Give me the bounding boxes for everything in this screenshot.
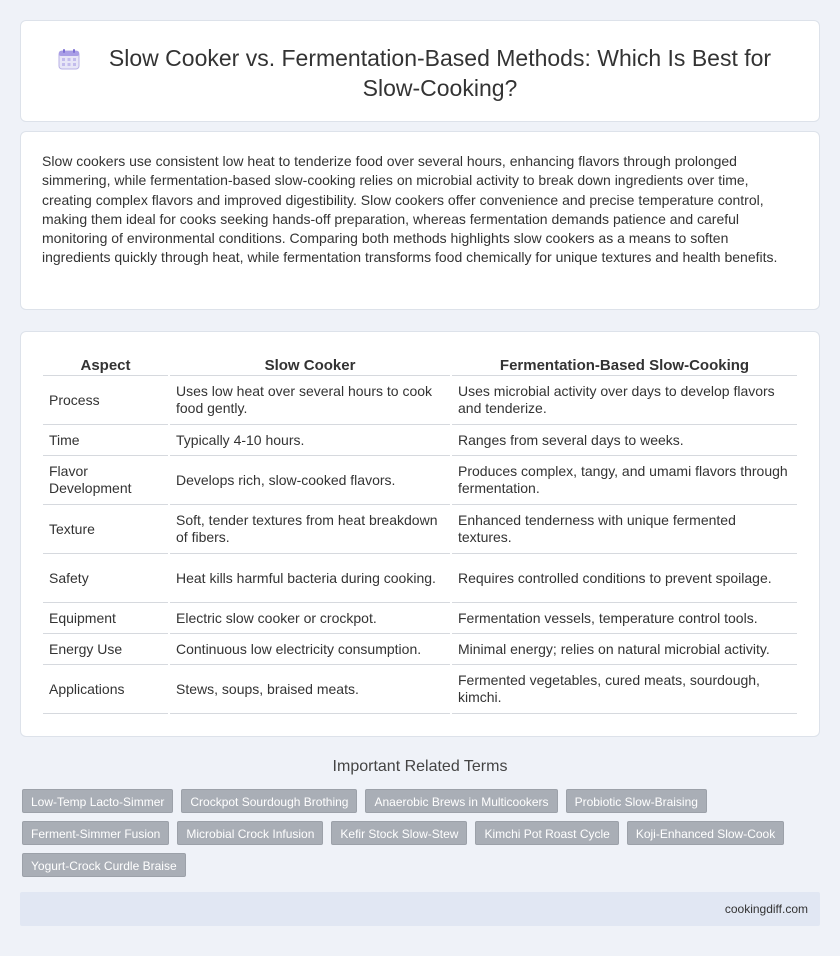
cell-aspect: Equipment <box>43 603 168 634</box>
cell-slow-cooker: Stews, soups, braised meats. <box>170 665 450 714</box>
comparison-table <box>41 352 799 714</box>
table-row <box>43 425 797 456</box>
related-term-tag[interactable]: Probiotic Slow-Braising <box>566 789 707 813</box>
title-card <box>20 20 820 122</box>
table-row <box>43 505 797 554</box>
cell-aspect: Safety <box>43 554 168 603</box>
header-fermentation: Fermentation-Based Slow-Cooking <box>452 352 797 376</box>
cell-aspect: Energy Use <box>43 634 168 665</box>
cell-aspect: Texture <box>43 505 168 554</box>
cell-fermentation: Fermented vegetables, cured meats, sourdough, kimchi. <box>452 665 797 714</box>
cell-fermentation: Enhanced tenderness with unique fermented textures. <box>452 505 797 554</box>
related-term-tag[interactable]: Low-Temp Lacto-Simmer <box>22 789 173 813</box>
cell-fermentation: Minimal energy; relies on natural microbial activity. <box>452 634 797 665</box>
table-row <box>43 603 797 634</box>
related-term-tag[interactable]: Anaerobic Brews in Multicookers <box>365 789 557 813</box>
table-header-row <box>43 352 797 376</box>
cell-slow-cooker: Typically 4-10 hours. <box>170 425 450 456</box>
related-term-tag[interactable]: Crockpot Sourdough Brothing <box>181 789 357 813</box>
cell-aspect: Applications <box>43 665 168 714</box>
intro-paragraph: Slow cookers use consistent low heat to tenderize food over several hours, enhancing flavors through prolonged simmering, while fermentation-based slow-cooking relies on microbial activity to break down ingredients over time, creating complex flavors and improved digestibility. Slow cookers offer convenience and precise temperature control, making them ideal for cooks seeking hands-off preparation, whereas fermentation demands patience and careful monitoring of environmental conditions. Comparing both methods highlights slow cookers as a means to soften ingredients quickly through heat, while fermentation transforms food chemically for unique textures and health benefits. <box>42 153 778 266</box>
footer-site[interactable]: cookingdiff.com <box>724 902 808 916</box>
cell-fermentation: Ranges from several days to weeks. <box>452 425 797 456</box>
cell-fermentation: Requires controlled conditions to prevent spoilage. <box>452 554 797 603</box>
related-term-tag[interactable]: Kefir Stock Slow-Stew <box>331 821 467 845</box>
cell-fermentation: Uses microbial activity over days to develop flavors and tenderize. <box>452 376 797 425</box>
related-terms-list <box>22 789 812 877</box>
table-row <box>43 554 797 603</box>
cell-slow-cooker: Heat kills harmful bacteria during cooking. <box>170 554 450 603</box>
related-term-tag[interactable]: Ferment-Simmer Fusion <box>22 821 169 845</box>
table-row <box>43 634 797 665</box>
page-title: Slow Cooker vs. Fermentation-Based Methods: Which Is Best for Slow-Cooking? <box>108 45 772 101</box>
related-terms-heading: Important Related Terms <box>332 758 508 775</box>
cell-fermentation: Produces complex, tangy, and umami flavors through fermentation. <box>452 456 797 505</box>
cell-aspect: Flavor Development <box>43 456 168 505</box>
related-term-tag[interactable]: Yogurt-Crock Curdle Braise <box>22 853 186 877</box>
cell-aspect: Process <box>43 376 168 425</box>
cell-slow-cooker: Soft, tender textures from heat breakdown of fibers. <box>170 505 450 554</box>
cell-aspect: Time <box>43 425 168 456</box>
header-slow-cooker: Slow Cooker <box>170 352 450 376</box>
table-row <box>43 665 797 714</box>
related-term-tag[interactable]: Koji-Enhanced Slow-Cook <box>627 821 784 845</box>
cell-slow-cooker: Develops rich, slow-cooked flavors. <box>170 456 450 505</box>
table-row <box>43 456 797 505</box>
table-row <box>43 376 797 425</box>
header-aspect: Aspect <box>43 352 168 376</box>
cell-slow-cooker: Electric slow cooker or crockpot. <box>170 603 450 634</box>
related-term-tag[interactable]: Kimchi Pot Roast Cycle <box>475 821 618 845</box>
comparison-card <box>20 331 820 737</box>
cell-fermentation: Fermentation vessels, temperature control tools. <box>452 603 797 634</box>
related-term-tag[interactable]: Microbial Crock Infusion <box>177 821 323 845</box>
cell-slow-cooker: Continuous low electricity consumption. <box>170 634 450 665</box>
cell-slow-cooker: Uses low heat over several hours to cook food gently. <box>170 376 450 425</box>
intro-card <box>20 131 820 310</box>
footer <box>20 892 820 926</box>
